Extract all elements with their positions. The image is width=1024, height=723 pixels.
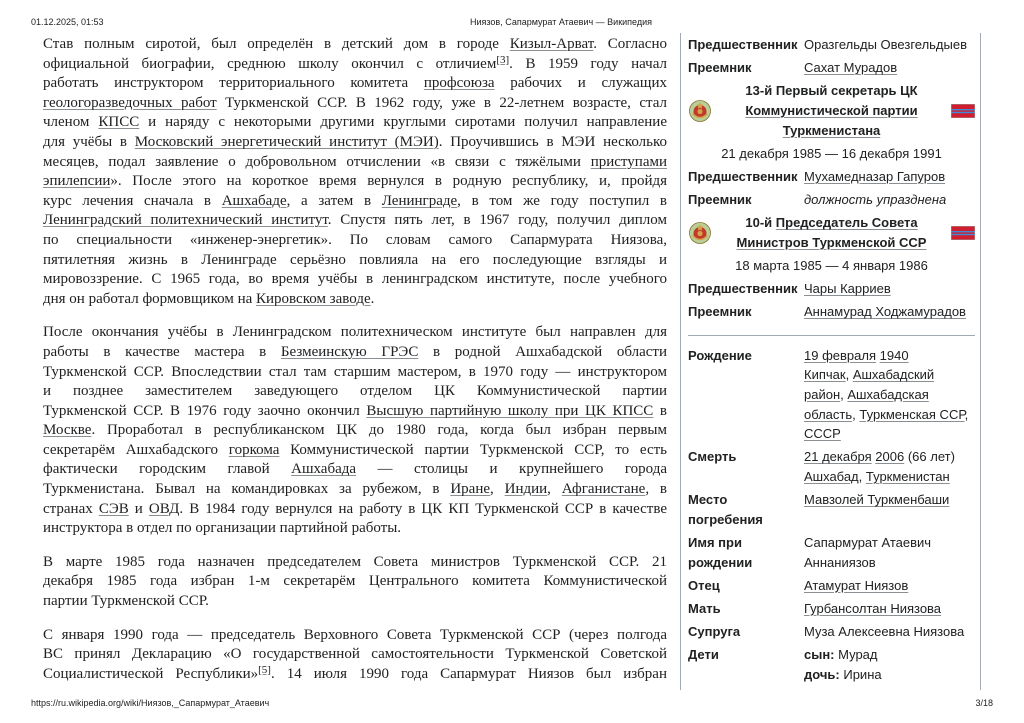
infobox-value [804, 447, 980, 486]
text-run: странах [43, 500, 99, 517]
text-run: , [490, 481, 505, 498]
wiki-link[interactable]: Кипчак [804, 367, 846, 383]
text-run: . Согласно [593, 36, 667, 52]
infobox-label-line: Дети [688, 647, 719, 663]
text-run: 13-й Первый секретарь ЦК [745, 83, 918, 99]
text-run: , в [645, 481, 668, 498]
text-line [43, 94, 667, 114]
text-line [43, 500, 667, 520]
infobox-label [688, 447, 804, 486]
wiki-link[interactable]: Высшую партийную школу при ЦК КПСС [366, 402, 654, 419]
wiki-link[interactable]: район [804, 387, 841, 403]
text-run: дня он работал формовщиком на [43, 290, 257, 307]
infobox-office-title-line [712, 233, 951, 253]
infobox-value-line [804, 424, 980, 444]
infobox-office-title-line [712, 101, 951, 121]
text-run: . В 1959 году начал [509, 55, 667, 72]
infobox-label-line: Предшественник [688, 168, 798, 184]
wiki-link[interactable]: Кировском заводе [256, 290, 371, 307]
text-run: Коммунистической партии Туркменской ССР, то есть [279, 441, 667, 458]
text-run: , [852, 406, 860, 422]
body-paragraph [43, 35, 667, 309]
text-line [43, 460, 667, 480]
wiki-link[interactable]: Мавзолей Туркменбаши [804, 492, 950, 508]
text-line [43, 74, 667, 94]
text-run: для учёбы в [43, 133, 135, 150]
wiki-link[interactable]: Ашхабаде [221, 192, 287, 209]
bold-text: дочь: [804, 666, 840, 682]
italic-text: должность упразднена [804, 192, 947, 208]
print-page-number: 3/18 [975, 698, 993, 708]
infobox-label [688, 645, 804, 684]
text-run: Аннаниязов [804, 554, 876, 570]
infobox-label-line: Имя при [688, 534, 742, 550]
infobox-row [688, 576, 980, 596]
infobox-value [804, 302, 980, 322]
text-run: официальной биографии, среднюю школу окончил с отличием [43, 55, 497, 72]
wiki-link[interactable]: Безмеинскую ГРЭС [280, 343, 419, 360]
infobox-label-line: Отец [688, 577, 720, 593]
text-run: ». После этого на короткое время вернулся в родную республику, и, пройдя [110, 173, 667, 190]
infobox-term-dates: 21 декабря 1985 — 16 декабря 1991 [721, 145, 942, 161]
wiki-link[interactable]: СЭВ [98, 500, 129, 517]
text-run: (66 лет) [904, 449, 955, 465]
text-run: и [128, 500, 149, 517]
infobox-row [688, 622, 980, 642]
text-run: . Спустя пять лет, в 1967 году, получил диплом [327, 212, 667, 229]
text-run: курс лечения сначала в [43, 192, 222, 209]
infobox-label-line: погребения [688, 511, 763, 527]
text-line [43, 553, 667, 573]
text-run: декабря 1985 года избран 1-м секретарём Центрального комитета Коммунистической [43, 573, 667, 590]
wiki-link[interactable]: геологоразведочных работ [43, 94, 217, 111]
text-run: в родной Ашхабадской области [418, 343, 668, 360]
text-run: в [653, 402, 667, 419]
text-run: , [547, 481, 562, 498]
text-line [43, 211, 667, 231]
text-line [43, 35, 667, 55]
text-line [43, 343, 667, 363]
infobox-label [688, 302, 804, 322]
text-run: , в том же году поступил в [457, 192, 667, 209]
wiki-link[interactable]: 19 февраля [804, 347, 876, 363]
wiki-link[interactable]: Афганистане [561, 481, 646, 498]
infobox-row [688, 645, 980, 684]
text-run: С января 1990 года — председатель Верховного Совета Туркменской ССР (через полгода [43, 626, 667, 643]
wiki-link[interactable]: Сахат Мурадов [804, 60, 898, 76]
wiki-link[interactable]: Туркменистана [782, 122, 881, 138]
print-datetime: 01.12.2025, 01:53 [31, 17, 104, 27]
infobox-value-line [804, 167, 980, 187]
wiki-link[interactable]: ОВД [148, 500, 180, 517]
infobox-row [688, 447, 980, 486]
infobox-label [688, 35, 804, 55]
text-line [43, 441, 667, 461]
infobox-label-line: Смерть [688, 449, 737, 465]
infobox-value-line [804, 405, 980, 425]
print-url: https://ru.wikipedia.org/wiki/Ниязов,_Сапармурат_Атаевич [31, 698, 270, 708]
infobox-label [688, 622, 804, 642]
bold-text: сын: [804, 647, 835, 663]
text-run: В марте 1985 года назначен председателем Совета министров Туркменской ССР. 21 [43, 553, 667, 570]
wiki-link[interactable]: Индии [504, 481, 548, 498]
text-line [43, 172, 667, 192]
text-line [43, 382, 667, 402]
wiki-link[interactable]: Туркменистан [865, 469, 950, 485]
text-run: , [858, 469, 866, 485]
text-run: и позднее заместителем заведующего отделом ЦК Коммунистической партии [43, 383, 667, 400]
text-line [43, 363, 667, 383]
wiki-link[interactable]: Председатель Совета [775, 215, 918, 231]
text-line [43, 113, 667, 133]
infobox-value-line [804, 302, 980, 322]
infobox-label-line: рождении [688, 554, 753, 570]
infobox [680, 33, 981, 690]
infobox-value-line [804, 576, 980, 596]
infobox-label [688, 167, 804, 187]
text-run: Оразгельды Овезгельдыев [804, 37, 967, 52]
infobox-label [688, 533, 804, 572]
infobox-office-header [688, 213, 980, 252]
infobox-value [804, 599, 980, 619]
infobox-value-line [804, 58, 980, 78]
turkmen-ssr-emblem-icon [688, 221, 712, 245]
infobox-value [804, 576, 980, 596]
infobox-value-line [804, 35, 980, 55]
text-run: секретарём Ашхабадского [43, 441, 229, 458]
text-line [43, 645, 667, 665]
infobox-row [688, 599, 980, 619]
text-run: членом [43, 114, 99, 131]
infobox-value-line [804, 533, 980, 553]
text-line [43, 626, 667, 646]
infobox-label [688, 190, 804, 210]
text-line [43, 402, 667, 422]
text-run: рабочих и служащих [494, 75, 668, 92]
text-run: по специальности «инженер-энергетик». По словам самого Сапармурата Ниязова, [43, 231, 667, 248]
infobox-label-line: Преемник [688, 304, 752, 320]
turkmen-ssr-flag-icon [951, 226, 975, 240]
infobox-label-line: Место [688, 492, 728, 508]
wiki-link[interactable]: Ленинградский политехнический институт [43, 212, 328, 229]
wiki-link[interactable]: Аннамурад Ходжамурадов [804, 304, 966, 320]
text-run: фактически городским главой [43, 461, 292, 478]
body-paragraph [43, 626, 667, 685]
infobox-value-line [804, 447, 980, 467]
text-run: Став полным сиротой, был определён в детский дом в городе [43, 36, 510, 52]
infobox-row [688, 190, 980, 210]
infobox-row [688, 533, 980, 572]
infobox-value [804, 490, 980, 529]
infobox-value [804, 622, 980, 642]
text-run: . В 1984 году вернулся на работу в ЦК КП Туркменской ССР в качестве [179, 500, 667, 517]
text-run: Туркменской ССР. В 1976 году заочно окончил [43, 402, 367, 419]
infobox-value-line [804, 279, 980, 299]
infobox-office-title [712, 81, 951, 140]
wiki-link[interactable]: Москве [43, 422, 92, 439]
wiki-link[interactable]: Туркменская ССР [859, 406, 965, 422]
infobox-row [688, 279, 980, 299]
infobox-label [688, 599, 804, 619]
text-line [43, 572, 667, 592]
infobox-row [688, 302, 980, 322]
wiki-link[interactable]: Мухамедназар Гапуров [804, 168, 946, 184]
infobox-label [688, 576, 804, 596]
infobox-label-line: Преемник [688, 60, 752, 76]
wiki-link[interactable]: Чары Карриев [804, 281, 891, 297]
text-line [43, 133, 667, 153]
text-line [43, 592, 667, 612]
wiki-link[interactable]: Коммунистической партии [745, 102, 918, 118]
infobox-label-line: Предшественник [688, 37, 798, 52]
text-line [43, 55, 667, 75]
infobox-value-line [804, 599, 980, 619]
text-run: месяцев, подал заявление о добровольном отчислении «в связи с тяжёлыми [43, 153, 591, 170]
infobox-label-line: Рождение [688, 347, 752, 363]
infobox-value-line [804, 490, 980, 510]
infobox-row [688, 58, 980, 78]
infobox-value-line [804, 365, 980, 385]
infobox-label-line: Преемник [688, 192, 752, 208]
wiki-link[interactable]: КПСС [98, 114, 140, 131]
infobox-office-title-line [712, 213, 951, 233]
text-run: пятилетняя жизнь в Ленинграде серьёзно повлияла на его последующие взгляды и [43, 251, 667, 268]
text-line [43, 421, 667, 441]
wiki-link[interactable]: Атамурат Ниязов [804, 577, 909, 593]
infobox-row [688, 167, 980, 187]
wiki-link[interactable]: Ленинграде [381, 192, 458, 209]
text-run: Туркменистана. Бывал на командировках за рубежом, в [43, 481, 451, 498]
wiki-link[interactable]: 2006 [875, 449, 905, 465]
text-line [43, 665, 667, 685]
infobox-label-line: Предшественник [688, 281, 798, 297]
infobox-value-line [804, 467, 980, 487]
turkmen-ssr-flag-icon [951, 104, 975, 118]
text-line [43, 480, 667, 500]
text-run: ВС принял Декларацию «О государственной самостоятельности Туркменской Советской [43, 646, 667, 663]
wiki-link[interactable]: Ашхабада [291, 461, 357, 478]
wiki-link[interactable]: Гурбансолтан Ниязова [804, 600, 942, 616]
infobox-label [688, 490, 804, 529]
wiki-link[interactable]: Министров Туркменской ССР [736, 234, 927, 250]
text-run: и наряду с некоторыми другими круглыми сиротами получил направление [139, 114, 667, 131]
text-run: , а затем в [286, 192, 382, 209]
text-line [43, 519, 667, 539]
text-run: работы в качестве мастера в [43, 343, 281, 360]
text-run: . Проработал в республиканском ЦК до 1980 года, когда был избран первым [91, 422, 667, 439]
text-line [43, 323, 667, 343]
text-run: . Проучившись в МЭИ несколько [438, 133, 667, 150]
infobox-row [688, 490, 980, 529]
text-run: партии Туркменской ССР. [43, 593, 209, 610]
body-paragraph [43, 323, 667, 539]
reference-link[interactable]: [3] [496, 53, 510, 66]
print-page-title: Ниязов, Сапармурат Атаевич — Википедия [470, 17, 652, 27]
wiki-link[interactable]: 21 декабря [804, 449, 872, 465]
wiki-link[interactable]: Кизыл-Арват [509, 36, 594, 52]
infobox-separator [688, 335, 975, 336]
infobox-value-line [804, 645, 980, 665]
infobox-label [688, 279, 804, 299]
infobox-value [804, 58, 980, 78]
infobox-value [804, 645, 980, 684]
text-line [43, 153, 667, 173]
text-run: Ирина [839, 666, 882, 682]
wiki-link[interactable]: Иране [450, 481, 491, 498]
text-run: инструктора в отдел по организации партийной работы. [43, 520, 402, 537]
text-line [43, 231, 667, 251]
text-run: , [964, 406, 969, 422]
infobox-value-line [804, 665, 980, 685]
body-paragraph [43, 553, 667, 612]
infobox-value [804, 533, 980, 572]
text-run: работать инструктором территориального комитета [43, 75, 424, 92]
infobox-office-title [712, 213, 951, 252]
wiki-link[interactable]: Ашхабадская [847, 387, 929, 403]
infobox-value [804, 279, 980, 299]
infobox-value [804, 167, 980, 187]
wiki-link[interactable]: Московский энергетический институт (МЭИ) [134, 133, 439, 150]
text-run: . 14 июля 1990 года Сапармурат Ниязов был избран [270, 665, 667, 682]
wiki-link[interactable]: СССР [804, 426, 841, 442]
infobox-office-title-line [712, 121, 951, 141]
text-run: Мурад [834, 647, 878, 663]
infobox-label-line: Супруга [688, 624, 741, 640]
infobox-value [804, 35, 980, 55]
wiki-link[interactable]: горкома [228, 441, 280, 458]
text-run: Социалистической Республики» [43, 665, 259, 682]
text-run: , [845, 367, 853, 383]
text-line [43, 270, 667, 290]
text-run: Туркменской ССР. Впоследствии стал там старшим мастером, в 1970 году — инструктором [43, 363, 667, 380]
text-run: 10-й [745, 215, 776, 231]
text-run: После окончания учёбы в Ленинградском политехническом институте был направлен для [43, 324, 667, 341]
infobox-office-title-line [712, 81, 951, 101]
article-body [43, 35, 667, 698]
wiki-link[interactable]: эпилепсии [43, 173, 111, 190]
infobox-row [688, 346, 980, 444]
infobox-office-header [688, 81, 980, 140]
infobox-value [804, 346, 980, 444]
text-run: Муза Алексеевна Ниязова [804, 624, 965, 640]
infobox-value-line [804, 385, 980, 405]
wiki-link[interactable]: приступами [590, 153, 667, 170]
turkmen-ssr-emblem-icon [688, 99, 712, 123]
wiki-link[interactable]: Ашхабад [804, 469, 859, 485]
infobox-value-line [804, 622, 980, 642]
infobox-row [688, 35, 980, 55]
text-line [43, 251, 667, 271]
infobox-term-dates: 18 марта 1985 — 4 января 1986 [735, 258, 928, 274]
text-run: — столицы и крупнейшего города [356, 461, 667, 478]
wiki-link[interactable]: область [804, 406, 853, 422]
text-run: мировоззрение. С 1965 года, во время учёбы в ленинградском институте, после учебного [43, 271, 667, 288]
wiki-link[interactable]: 1940 [879, 347, 909, 363]
reference-link[interactable]: [5] [258, 663, 271, 676]
infobox-value-line [804, 553, 980, 573]
infobox-value-line [804, 190, 980, 210]
infobox-label [688, 58, 804, 78]
text-run: Туркменской ССР. В 1962 году, уже в 22-летнем возрасте, стал [216, 94, 668, 111]
wiki-link[interactable]: Ашхабадский [852, 367, 935, 383]
text-run: . [370, 290, 375, 307]
infobox-value-line [804, 346, 980, 366]
text-line [43, 192, 667, 212]
text-line [43, 290, 667, 310]
wiki-link[interactable]: профсоюза [423, 75, 495, 92]
text-run: Сапармурат Атаевич [804, 534, 932, 550]
infobox-value [804, 190, 980, 210]
infobox-label-line: Мать [688, 600, 721, 616]
infobox-label [688, 346, 804, 444]
text-run: , [840, 387, 848, 403]
